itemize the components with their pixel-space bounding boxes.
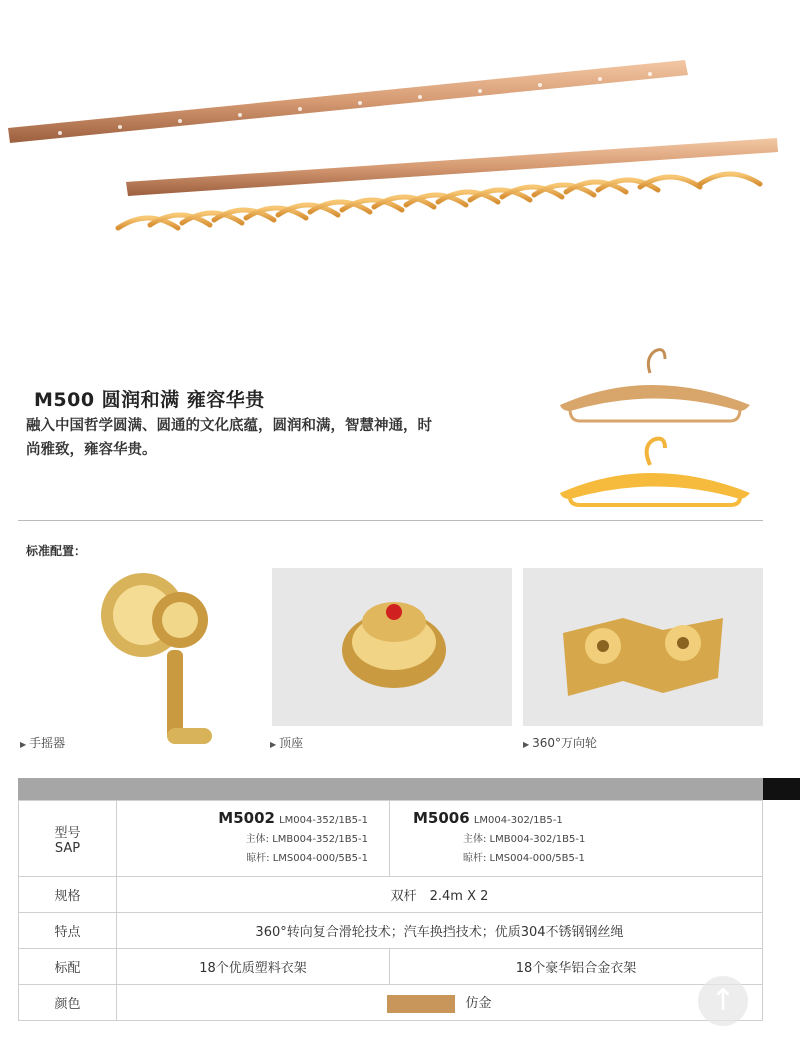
product-rails-image — [0, 40, 800, 250]
color-swatch — [387, 995, 455, 1013]
caption-arrow-icon: ▶ — [270, 740, 277, 749]
color-value-cell — [117, 985, 763, 1021]
feature-label: 特点 — [19, 913, 117, 949]
caption-arrow-icon: ▶ — [20, 740, 27, 749]
model-m5006-cell — [390, 801, 763, 877]
hand-crank-caption — [20, 734, 65, 751]
table-row — [19, 877, 763, 913]
table-row — [19, 801, 763, 877]
swivel-wheel-caption — [523, 734, 597, 751]
model-code: LM004-302/1B5-1 — [473, 815, 563, 826]
hangers-image — [550, 335, 760, 515]
model-code: LM004-352/1B5-1 — [279, 815, 368, 826]
arrow-up-icon: ↑ — [710, 983, 736, 1018]
swivel-wheel-label: 360°万向轮 — [532, 736, 598, 750]
config-right-value: 18个豪华铝合金衣架 — [390, 949, 763, 985]
model-body: 主体: LMB004-302/1B5-1 — [463, 834, 586, 845]
feature-value: 360°转向复合滑轮技术；汽车换挡技术；优质304不锈钢钢丝绳 — [117, 913, 763, 949]
table-row — [19, 913, 763, 949]
divider — [18, 520, 763, 521]
model-name: M5002 — [218, 809, 275, 827]
color-label: 颜色 — [19, 985, 117, 1021]
sap-label-text: SAP — [54, 840, 81, 856]
top-seat-caption — [270, 734, 303, 751]
config-label: 标配 — [19, 949, 117, 985]
config-left-value: 18个优质塑料衣架 — [117, 949, 390, 985]
size-value: 双杆 2.4m X 2 — [117, 877, 763, 913]
product-title: M500 圆润和满 雍容华贵 — [34, 389, 265, 411]
hand-crank-label: 手摇器 — [29, 736, 66, 750]
spec-header-accent — [763, 778, 800, 800]
hand-crank-image — [95, 560, 225, 760]
size-label: 规格 — [19, 877, 117, 913]
spec-header-bar — [18, 778, 763, 800]
top-seat-label: 顶座 — [279, 736, 304, 750]
product-description: 融入中国哲学圆满、圆通的文化底蕴，圆润和满，智慧神通，时尚雅致，雍容华贵。 — [26, 418, 432, 458]
scroll-to-top-button[interactable] — [698, 976, 748, 1026]
color-name: 仿金 — [465, 996, 492, 1012]
model-rod: 晾杆: LMS004-000/5B5-1 — [463, 853, 585, 864]
table-row — [19, 985, 763, 1021]
model-name: M5006 — [413, 809, 470, 827]
caption-arrow-icon: ▶ — [523, 740, 530, 749]
standard-config-label: 标准配置： — [26, 544, 87, 558]
model-label — [19, 801, 117, 877]
model-m5002-cell — [117, 801, 390, 877]
model-body: 主体: LMB004-352/1B5-1 — [245, 834, 368, 845]
model-label-text: 型号 — [54, 825, 81, 841]
model-rod: 晾杆: LMS004-000/5B5-1 — [246, 853, 368, 864]
spec-table — [18, 800, 763, 1021]
swivel-wheel-image — [523, 568, 763, 726]
top-seat-image — [272, 568, 512, 726]
table-row — [19, 949, 763, 985]
